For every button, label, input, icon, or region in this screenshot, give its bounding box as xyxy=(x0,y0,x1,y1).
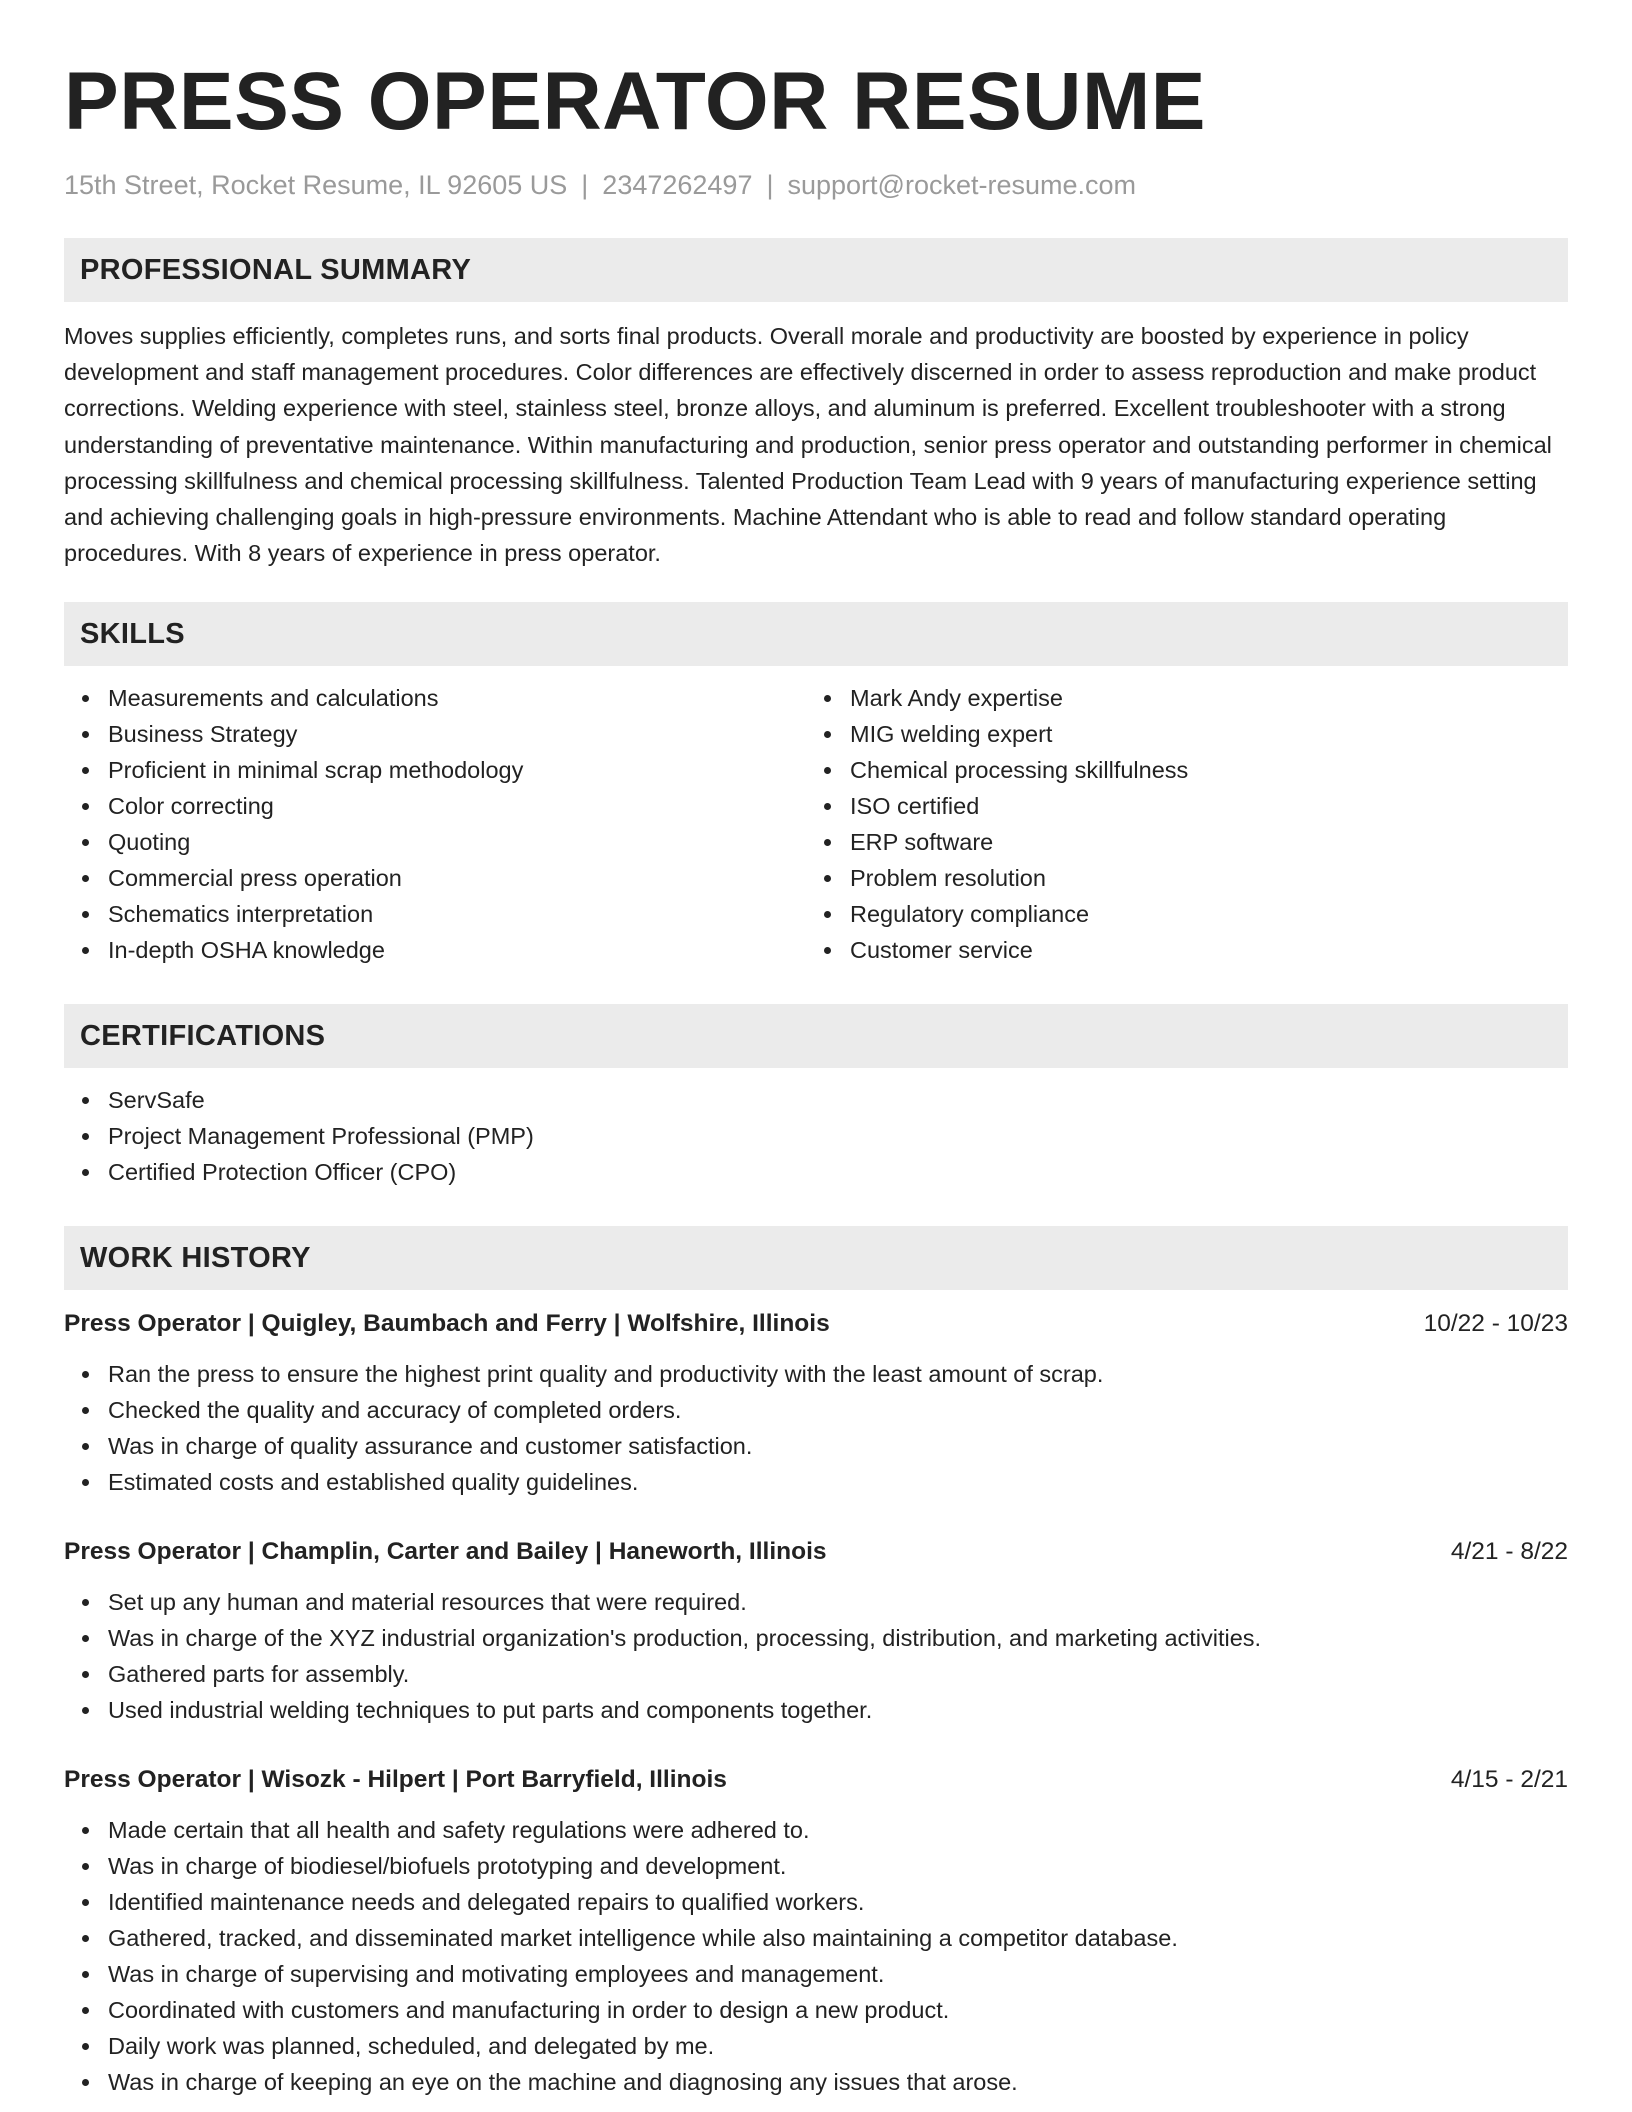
job-entry xyxy=(64,1534,1568,1728)
job-bullet: Estimated costs and established quality guidelines. xyxy=(108,1464,1568,1500)
contact-line xyxy=(64,168,1568,202)
job-bullet: Was in charge of supervising and motivating employees and management. xyxy=(108,1956,1568,1992)
skill-item: ISO certified xyxy=(850,788,1548,824)
summary-text: Moves supplies efficiently, completes runs, and sorts final products. Overall morale and productivity are boosted by experience in policy development and staff management procedures. Color differences are effectively discerned in order to assess reproduction and make product corrections. Welding experience with steel, stainless steel, bronze alloys, and aluminum is preferred. Excellent troubleshooter with a strong understanding of preventative maintenance. Within manufacturing and production, senior press operator and outstanding performer in chemical processing skillfulness and chemical processing skillfulness. Talented Production Team Lead with 9 years of manufacturing experience setting and achieving challenging goals in high-pressure environments. Machine Attendant who is able to read and follow standard operating procedures. With 8 years of experience in press operator. xyxy=(64,323,1552,567)
skill-item: Measurements and calculations xyxy=(108,680,806,716)
job-bullet: Gathered parts for assembly. xyxy=(108,1656,1568,1692)
job-bullets xyxy=(64,1356,1568,1500)
section-header-work-history: WORK HISTORY xyxy=(64,1226,1568,1290)
job-header xyxy=(64,1534,1568,1570)
resume-title: PRESS OPERATOR RESUME xyxy=(64,56,1207,147)
job-bullet: Was in charge of biodiesel/biofuels prototyping and development. xyxy=(108,1848,1568,1884)
job-bullet: Was in charge of quality assurance and customer satisfaction. xyxy=(108,1428,1568,1464)
section-header-skills: SKILLS xyxy=(64,602,1568,666)
job-bullet: Set up any human and material resources that were required. xyxy=(108,1584,1568,1620)
job-header xyxy=(64,1762,1568,1798)
job-title: Press Operator | Quigley, Baumbach and Ferry | Wolfshire, Illinois xyxy=(64,1310,830,1338)
job-header xyxy=(64,1306,1568,1342)
job-dates: 10/22 - 10/23 xyxy=(1423,1310,1568,1338)
certification-item: Project Management Professional (PMP) xyxy=(108,1118,1568,1154)
contact-separator: | xyxy=(581,170,589,200)
job-bullet: Gathered, tracked, and disseminated market intelligence while also maintaining a competitor database. xyxy=(108,1920,1568,1956)
skill-item: Commercial press operation xyxy=(108,860,806,896)
job-bullet: Daily work was planned, scheduled, and delegated by me. xyxy=(108,2028,1568,2064)
job-bullet: Identified maintenance needs and delegated repairs to qualified workers. xyxy=(108,1884,1568,1920)
job-title: Press Operator | Wisozk - Hilpert | Port Barryfield, Illinois xyxy=(64,1766,727,1794)
certification-item: ServSafe xyxy=(108,1082,1568,1118)
skills-list-left xyxy=(64,680,806,968)
skill-item: In-depth OSHA knowledge xyxy=(108,932,806,968)
skill-item: MIG welding expert xyxy=(850,716,1548,752)
job-bullet: Was in charge of the XYZ industrial organization's production, processing, distribution, and marketing activities. xyxy=(108,1620,1568,1656)
certifications-list xyxy=(64,1082,1568,1190)
skills-grid xyxy=(64,680,1568,968)
job-bullet: Used industrial welding techniques to put parts and components together. xyxy=(108,1692,1568,1728)
job-bullet: Ran the press to ensure the highest print quality and productivity with the least amount of scrap. xyxy=(108,1356,1568,1392)
section-header-certifications: CERTIFICATIONS xyxy=(64,1004,1568,1068)
skills-column-right xyxy=(806,680,1548,968)
skill-item: Schematics interpretation xyxy=(108,896,806,932)
job-title: Press Operator | Champlin, Carter and Bailey | Haneworth, Illinois xyxy=(64,1538,827,1566)
job-bullet: Checked the quality and accuracy of completed orders. xyxy=(108,1392,1568,1428)
skill-item: Proficient in minimal scrap methodology xyxy=(108,752,806,788)
job-entry xyxy=(64,1762,1568,2100)
skill-item: Chemical processing skillfulness xyxy=(850,752,1548,788)
job-bullet: Was in charge of keeping an eye on the machine and diagnosing any issues that arose. xyxy=(108,2064,1568,2100)
skill-item: Mark Andy expertise xyxy=(850,680,1548,716)
job-bullets xyxy=(64,1584,1568,1728)
certification-item: Certified Protection Officer (CPO) xyxy=(108,1154,1568,1190)
contact-separator: | xyxy=(766,170,774,200)
resume-page xyxy=(64,52,1568,2100)
skill-item: Problem resolution xyxy=(850,860,1548,896)
job-bullet: Coordinated with customers and manufacturing in order to design a new product. xyxy=(108,1992,1568,2028)
skills-column-left xyxy=(64,680,806,968)
job-dates: 4/21 - 8/22 xyxy=(1450,1538,1568,1566)
section-header-summary: PROFESSIONAL SUMMARY xyxy=(64,238,1568,302)
job-bullets xyxy=(64,1812,1568,2100)
skills-list-right xyxy=(806,680,1548,968)
contact-address: 15th Street, Rocket Resume, IL 92605 US xyxy=(64,170,568,200)
contact-phone: 2347262497 xyxy=(602,170,753,200)
job-entry xyxy=(64,1306,1568,1500)
contact-email: support@rocket-resume.com xyxy=(787,170,1137,200)
skill-item: Color correcting xyxy=(108,788,806,824)
skill-item: Business Strategy xyxy=(108,716,806,752)
skill-item: Regulatory compliance xyxy=(850,896,1548,932)
job-bullet: Made certain that all health and safety regulations were adhered to. xyxy=(108,1812,1568,1848)
job-dates: 4/15 - 2/21 xyxy=(1450,1766,1568,1794)
skill-item: Customer service xyxy=(850,932,1548,968)
skill-item: Quoting xyxy=(108,824,806,860)
skill-item: ERP software xyxy=(850,824,1548,860)
